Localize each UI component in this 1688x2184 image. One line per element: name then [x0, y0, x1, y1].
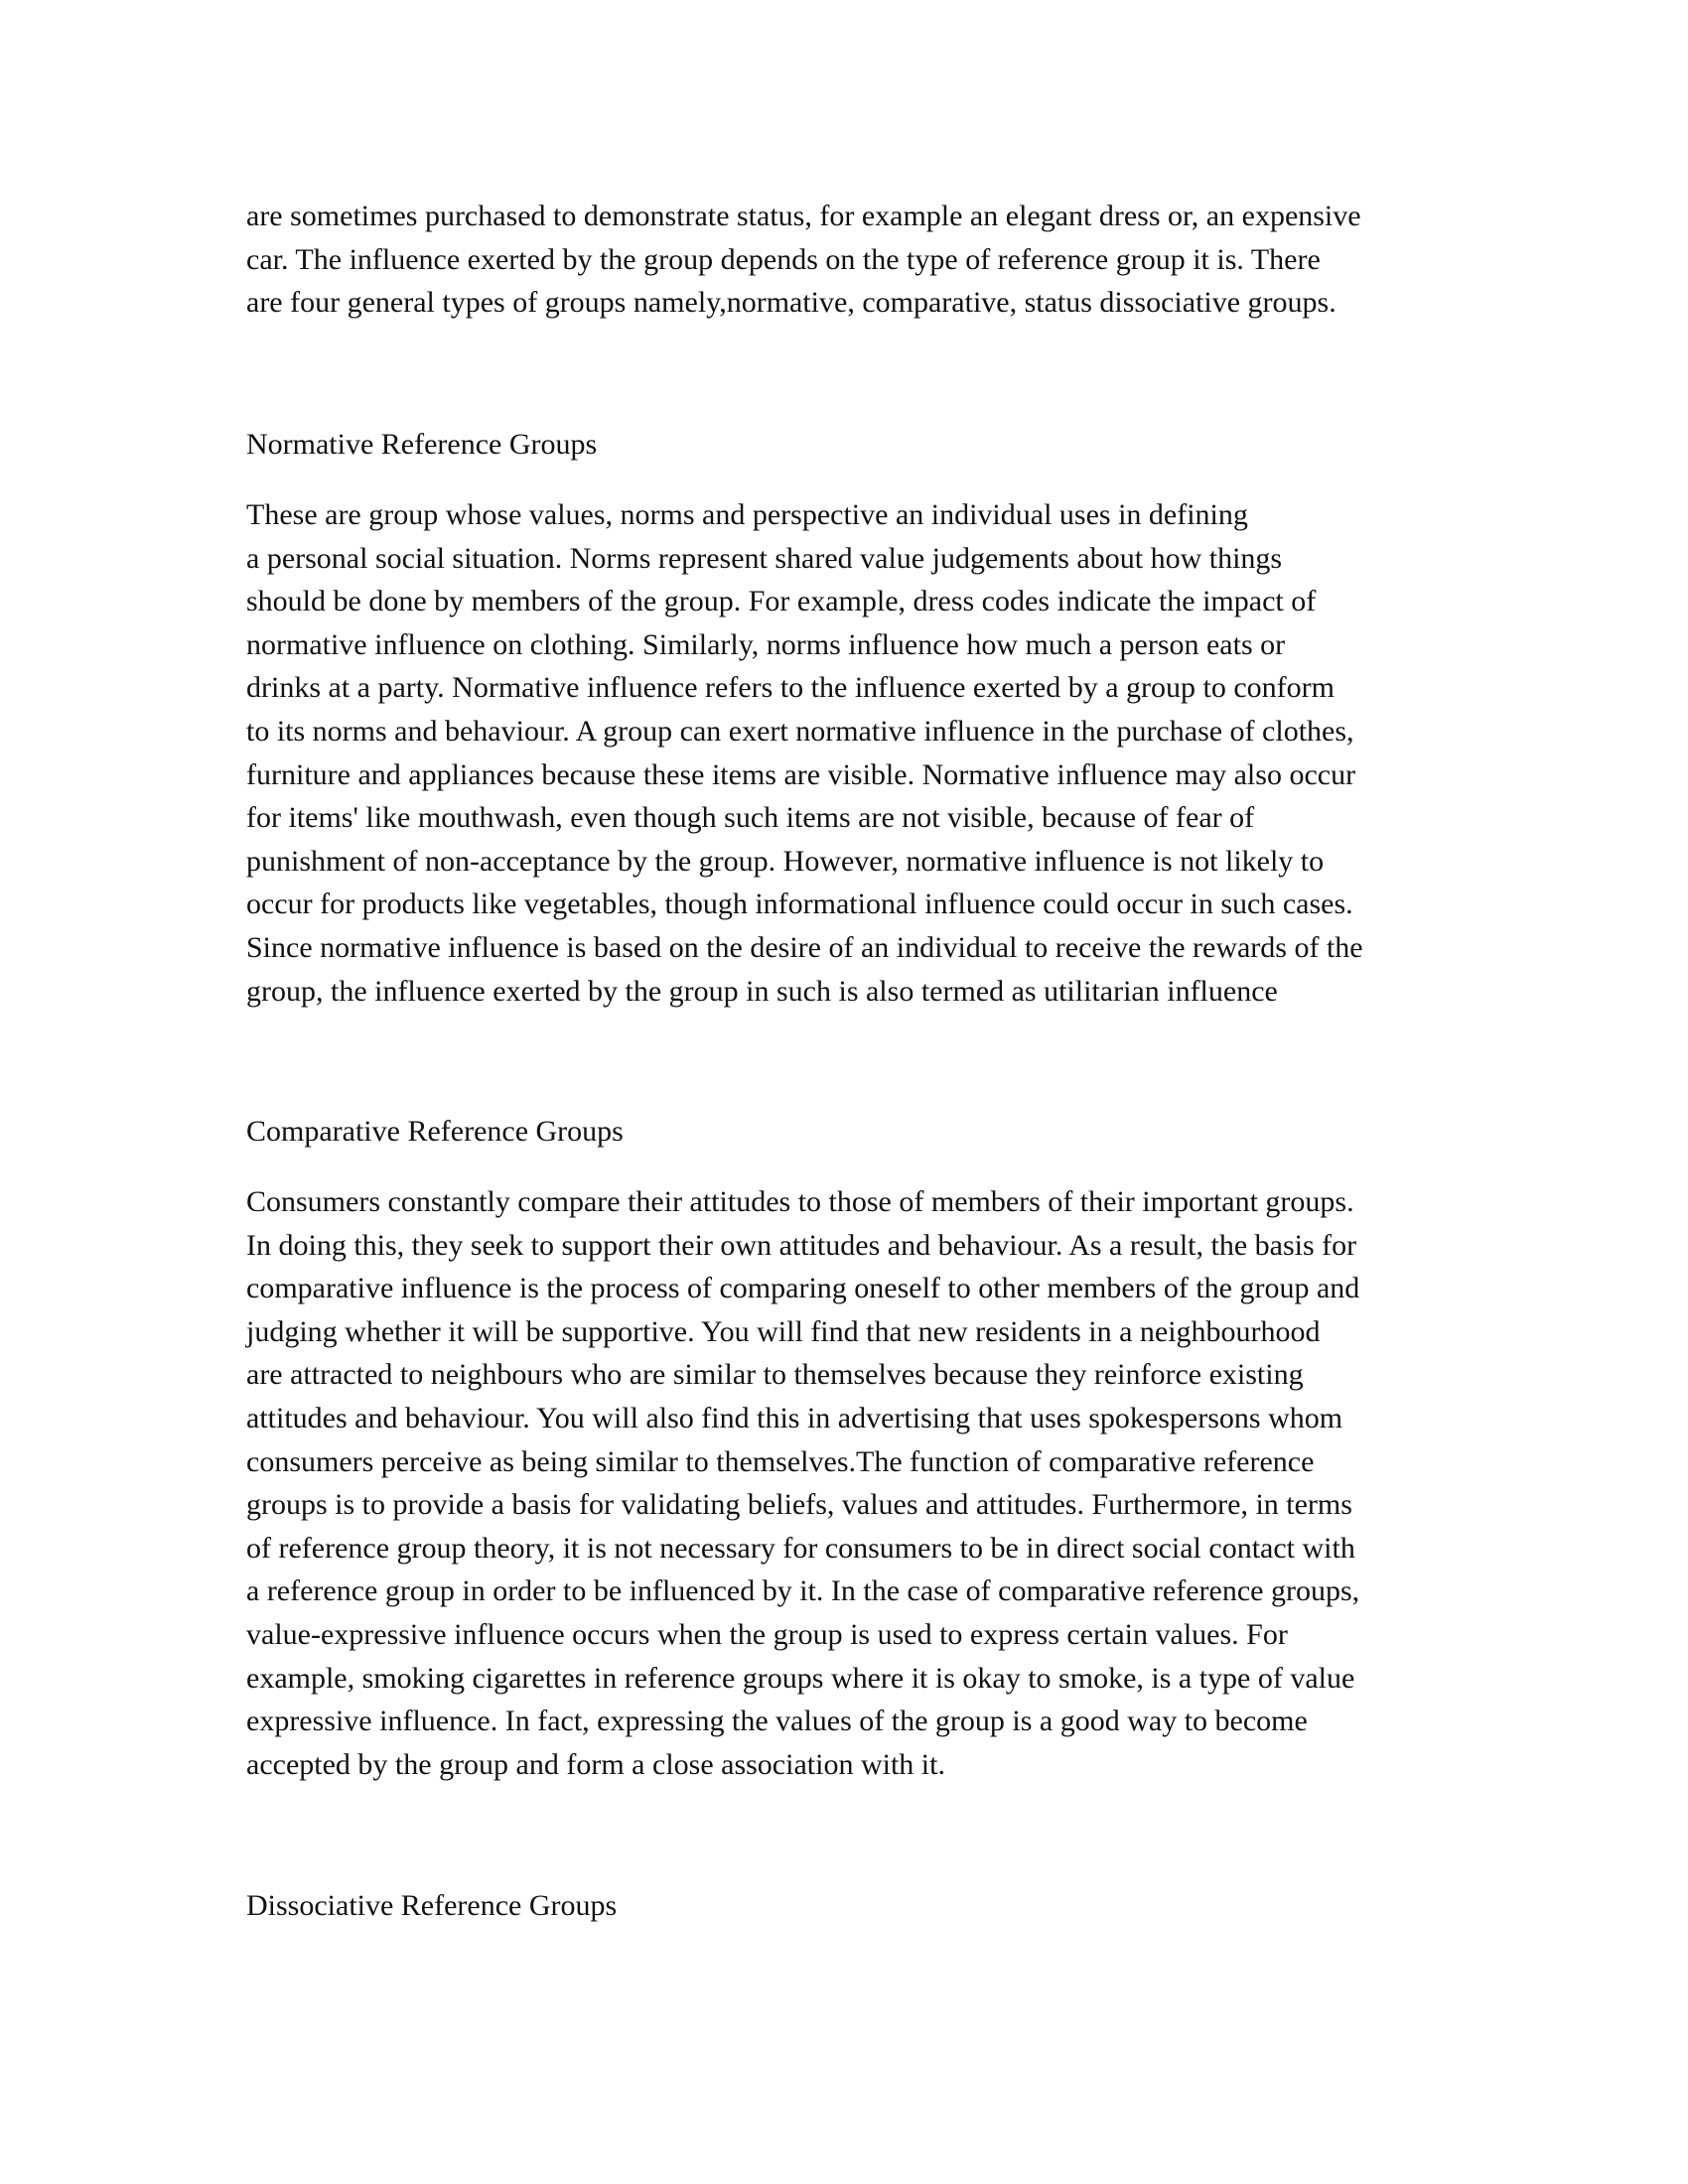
text-line: group, the influence exerted by the group in such is also termed as utilitarian influence — [246, 974, 1278, 1008]
text-line: accepted by the group and form a close association with it. — [246, 1747, 945, 1781]
text-line: judging whether it will be supportive. You will find that new residents in a neighbourhood — [246, 1314, 1321, 1348]
text-line: groups is to provide a basis for validating beliefs, values and attitudes. Furthermore, in terms — [246, 1488, 1352, 1522]
paragraph-normative — [246, 493, 1363, 1013]
text-line: Consumers constantly compare their attitudes to those of members of their important groups. — [246, 1185, 1354, 1218]
text-line: In doing this, they seek to support their own attitudes and behaviour. As a result, the basis for — [246, 1228, 1357, 1262]
text-line: comparative influence is the process of comparing oneself to other members of the group and — [246, 1272, 1360, 1305]
intro-paragraph — [246, 195, 1361, 325]
text-line: drinks at a party. Normative influence refers to the influence exerted by a group to conform — [246, 671, 1335, 705]
text-line: consumers perceive as being similar to themselves.The function of comparative reference — [246, 1444, 1315, 1478]
text-line: occur for products like vegetables, though informational influence could occur in such cases. — [246, 887, 1353, 921]
text-line: attitudes and behaviour. You will also find this in advertising that uses spokespersons whom — [246, 1401, 1343, 1434]
text-line: of reference group theory, it is not necessary for consumers to be in direct social contact with — [246, 1531, 1355, 1565]
text-line: normative influence on clothing. Similarly, norms influence how much a person eats or — [246, 627, 1286, 661]
text-line: are four general types of groups namely,normative, comparative, status dissociative groups. — [246, 286, 1336, 320]
text-line: Since normative influence is based on the desire of an individual to receive the rewards of the — [246, 930, 1363, 964]
text-line: expressive influence. In fact, expressing the values of the group is a good way to become — [246, 1705, 1308, 1738]
text-line: are sometimes purchased to demonstrate status, for example an elegant dress or, an expensive — [246, 200, 1361, 232]
section-heading-comparative: Comparative Reference Groups — [246, 1115, 624, 1148]
text-line: These are group whose values, norms and perspective an individual uses in defining — [246, 498, 1248, 531]
text-line: example, smoking cigarettes in reference groups where it is okay to smoke, is a type of value — [246, 1661, 1355, 1695]
text-line: should be done by members of the group. For example, dress codes indicate the impact of — [246, 585, 1317, 618]
text-line: furniture and appliances because these items are visible. Normative influence may also occur — [246, 757, 1356, 791]
text-line: value-expressive influence occurs when the group is used to express certain values. For — [246, 1617, 1288, 1651]
text-line: are attracted to neighbours who are similar to themselves because they reinforce existing — [246, 1358, 1304, 1392]
section-heading-dissociative: Dissociative Reference Groups — [246, 1889, 618, 1922]
text-line: a reference group in order to be influenced by it. In the case of comparative reference groups, — [246, 1574, 1360, 1608]
text-line: to its norms and behaviour. A group can exert normative influence in the purchase of clothes, — [246, 714, 1354, 748]
text-line: car. The influence exerted by the group depends on the type of reference group it is. There — [246, 242, 1321, 276]
paragraph-comparative — [246, 1180, 1359, 1786]
text-line: a personal social situation. Norms represent shared value judgements about how things — [246, 541, 1283, 575]
text-line: for items' like mouthwash, even though such items are not visible, because of fear of — [246, 801, 1255, 835]
section-heading-normative: Normative Reference Groups — [246, 428, 598, 461]
text-line: punishment of non-acceptance by the group. However, normative influence is not likely to — [246, 844, 1325, 878]
